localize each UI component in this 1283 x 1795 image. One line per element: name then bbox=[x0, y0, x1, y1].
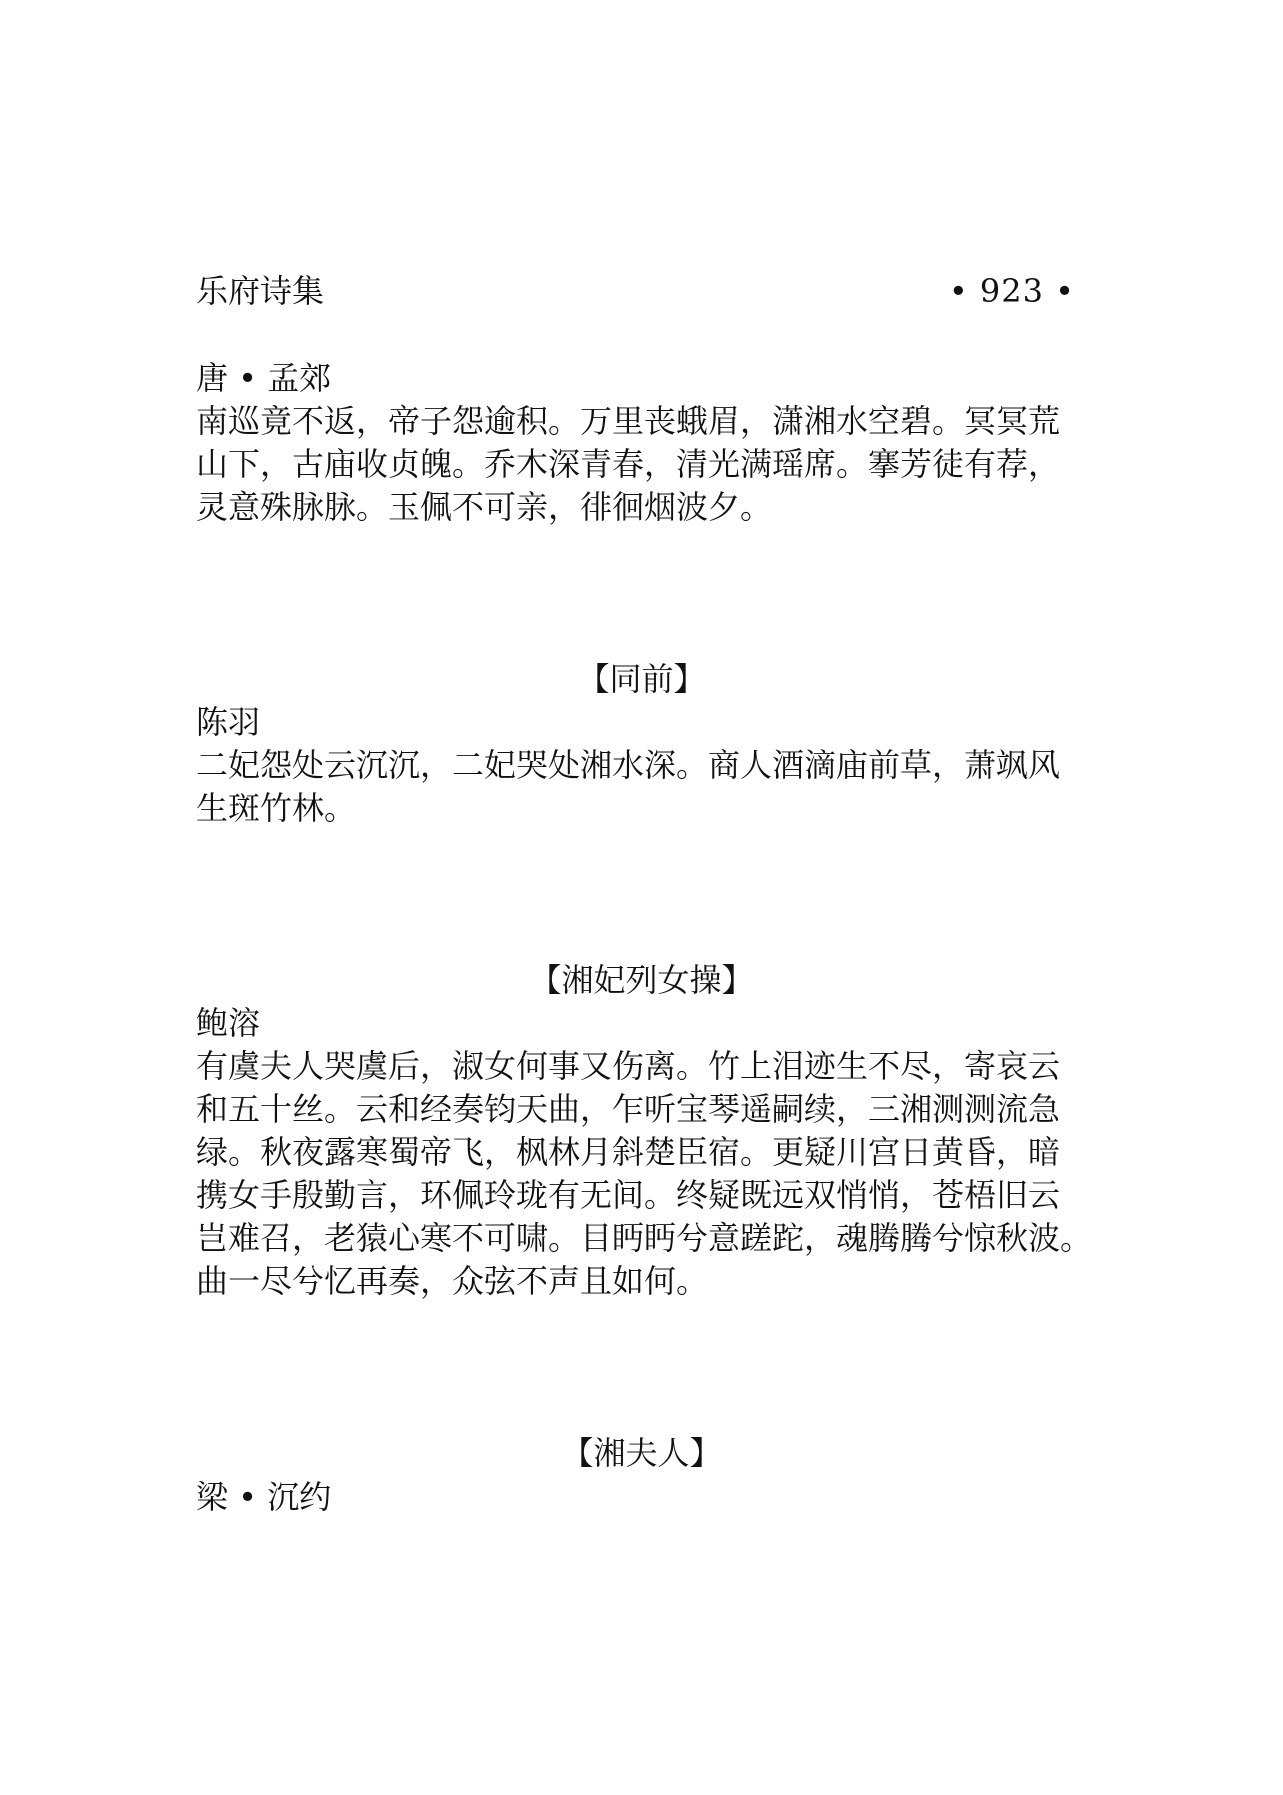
poem-author: 鲍溶 bbox=[196, 1004, 261, 1042]
poem-title: 【湘妃列女操】 bbox=[529, 961, 754, 999]
page-header bbox=[196, 266, 1087, 316]
page-number: • 923 • bbox=[948, 272, 1075, 310]
poem-section-3 bbox=[196, 1002, 1096, 1303]
poem-title: 【湘夫人】 bbox=[561, 1434, 722, 1472]
poem-text: 有虞夫人哭虞后，淑女何事又伤离。竹上泪迹生不尽，寄哀云 和五十丝。云和经奏钧天曲，乍听宝琴遥嗣续，三湘测测流急 绿。秋夜露寒蜀帝飞，枫林月斜楚臣宿。更疑川宫日黄昏，暗 携女手殷勤言，环佩玲珑有无间。终疑既远双悄悄，苍梧旧云 岂难召，老猿心寒不可啸。目眄眄兮意蹉跎，魂腾腾兮惊秋波。 曲一尽兮忆再奏，众弦不声且如何。 bbox=[196, 1047, 1093, 1300]
poem-text: 二妃怨处云沉沉，二妃哭处湘水深。商人酒滴庙前草，萧飒风 生斑竹林。 bbox=[196, 746, 1061, 827]
book-title: 乐府诗集 bbox=[196, 272, 325, 310]
poem-title: 【同前】 bbox=[577, 660, 706, 698]
poem-section-2 bbox=[196, 701, 1096, 830]
poem-text: 南巡竟不返，帝子怨逾积。万里丧蛾眉，潇湘水空碧。冥冥荒 山下，古庙收贞魄。乔木深青春，清光满瑶席。搴芳徒有荐， 灵意殊脉脉。玉佩不可亲，徘徊烟波夕。 bbox=[196, 402, 1061, 526]
poem-author: 唐 • 孟郊 bbox=[196, 359, 332, 397]
poem-author: 陈羽 bbox=[196, 703, 261, 741]
poem-section-1 bbox=[196, 357, 1096, 529]
poem-author: 梁 • 沉约 bbox=[196, 1478, 332, 1516]
poem-section-4 bbox=[196, 1476, 1096, 1519]
